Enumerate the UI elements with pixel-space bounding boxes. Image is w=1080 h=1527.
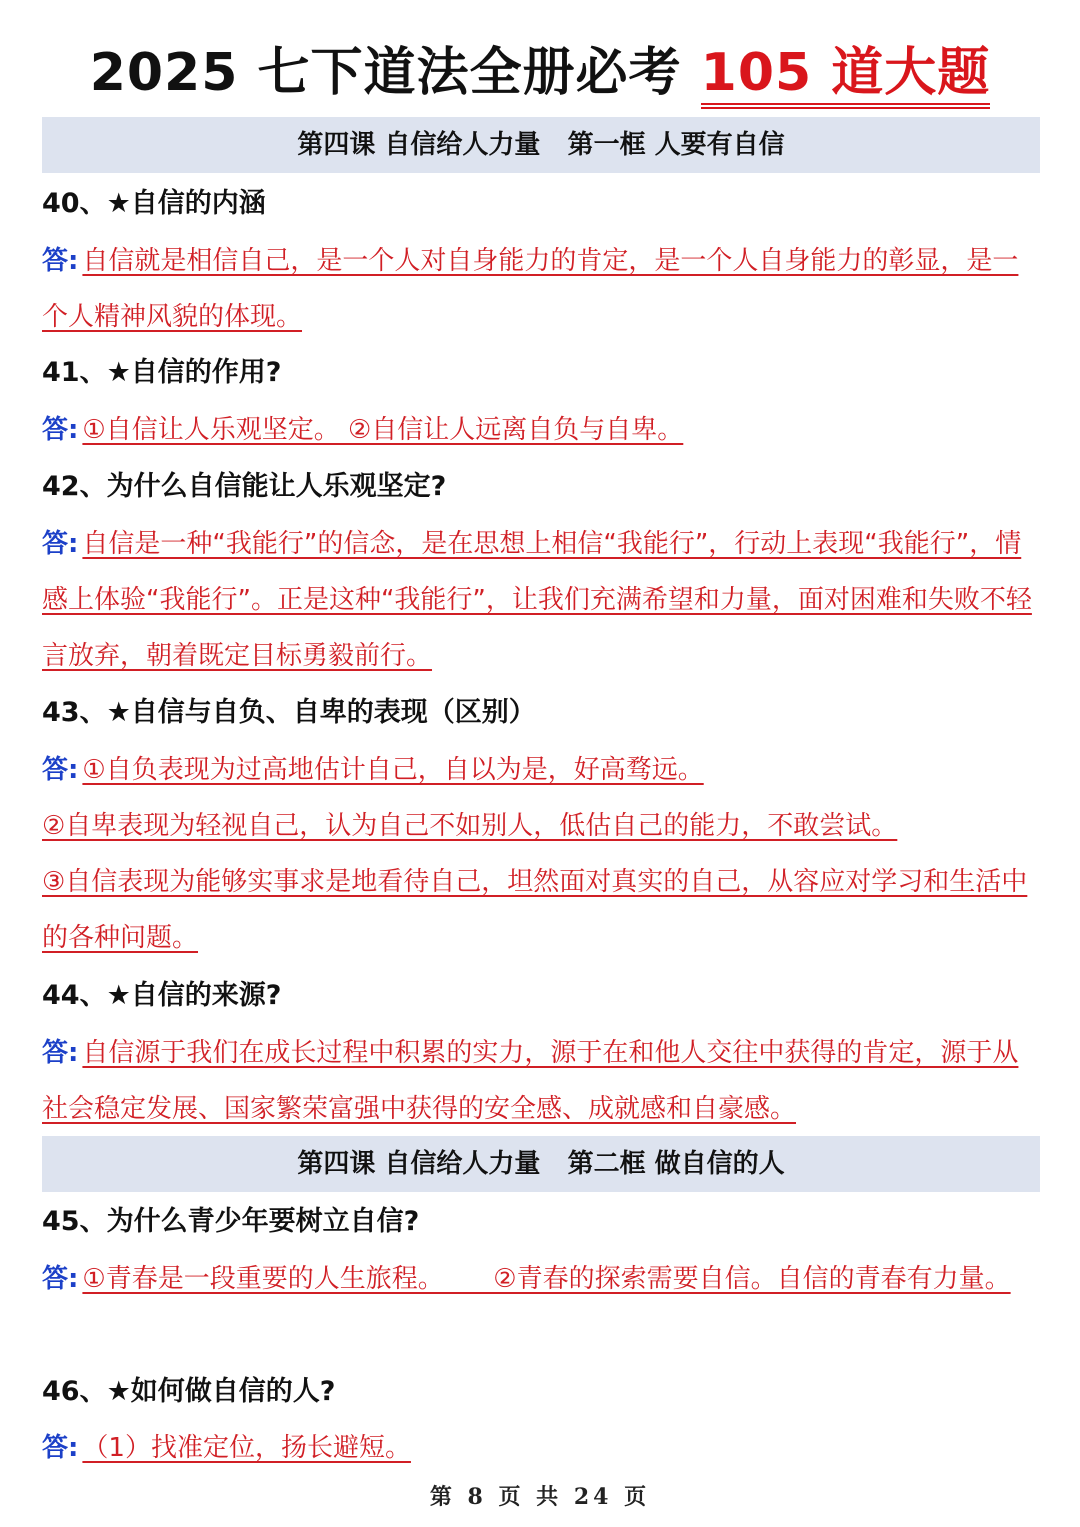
answer-text: ③自信表现为能够实事求是地看待自己，坦然面对真实的自己，从容应对学习和生活中的各种问题。 [42,867,1028,953]
answer-44 [42,1025,1040,1137]
question-44: 44、★自信的来源? [42,980,282,1011]
answer-text: ①自信让人乐观坚定。 ②自信让人远离自负与自卑。 [82,415,684,445]
answer-43 [42,742,1040,798]
answer-text: （1）找准定位，扬长避短。 [82,1433,411,1463]
answer-text: 自信就是相信自己，是一个人对自身能力的肯定，是一个人自身能力的彰显，是一个人精神风貌的体现。 [42,246,1019,332]
answer-label: 答: [42,529,79,559]
answer-label: 答: [42,1038,79,1068]
answer-text: ①青春是一段重要的人生旅程。 ②青春的探索需要自信。自信的青春有力量。 [82,1264,1011,1294]
answer-label: 答: [42,415,79,445]
answer-text: ①自负表现为过高地估计自己，自以为是，好高骛远。 [82,755,704,785]
answer-label: 答: [42,755,79,785]
title-accent: 105 道大题 [701,43,991,109]
answer-40 [42,233,1040,345]
answer-label: 答: [42,246,79,276]
section-banner-2: 第四课 自信给人力量 第二框 做自信的人 [42,1136,1040,1192]
page-title [0,38,1080,108]
answer-45 [42,1251,1040,1307]
section-banner-1: 第四课 自信给人力量 第一框 人要有自信 [42,117,1040,173]
answer-text: 自信源于我们在成长过程中积累的实力，源于在和他人交往中获得的肯定，源于从社会稳定发展、国家繁荣富强中获得的安全感、成就感和自豪感。 [42,1038,1019,1124]
question-45: 45、为什么青少年要树立自信? [42,1206,420,1237]
question-42: 42、为什么自信能让人乐观坚定? [42,471,447,502]
page-footer: 第 8 页 共 24 页 [429,1484,651,1510]
question-46: 46、★如何做自信的人? [42,1376,336,1407]
answer-43-line-3 [42,854,1040,966]
answer-label: 答: [42,1433,79,1463]
question-40: 40、★自信的内涵 [42,188,266,219]
answer-text: 自信是一种“我能行”的信念，是在思想上相信“我能行”，行动上表现“我能行”，情感上体验“我能行”。正是这种“我能行”，让我们充满希望和力量，面对困难和失败不轻言放弃，朝着既定目标勇毅前行。 [42,529,1032,671]
title-main: 2025 七下道法全册必考 [89,43,682,103]
question-41: 41、★自信的作用? [42,357,282,388]
question-43: 43、★自信与自负、自卑的表现（区别） [42,697,536,728]
answer-42 [42,516,1040,684]
answer-label: 答: [42,1264,79,1294]
answer-46 [42,1420,1040,1476]
answer-43-line-2 [42,798,897,854]
answer-text: ②自卑表现为轻视自己，认为自己不如别人，低估自己的能力，不敢尝试。 [42,811,898,841]
answer-41 [42,402,1040,458]
